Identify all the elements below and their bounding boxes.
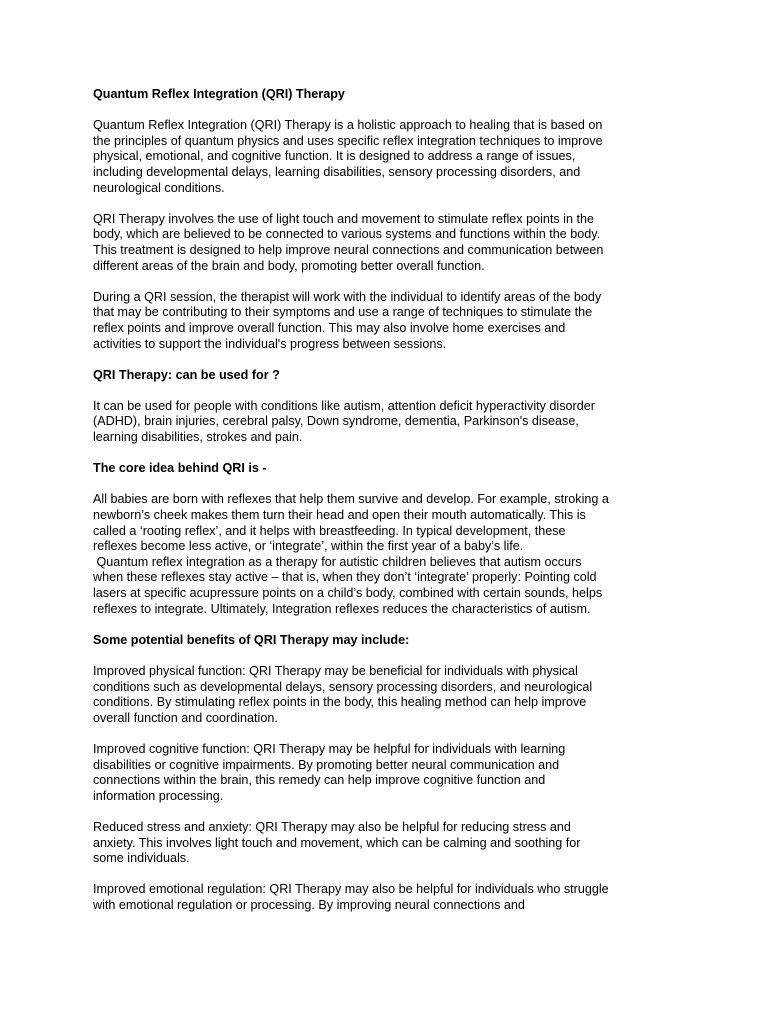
text-line: connections within the brain, this remedy can help improve cognitive function and bbox=[93, 773, 546, 788]
text-line: conditions such as developmental delays, sensory processing disorders, and neurological bbox=[93, 679, 593, 694]
text-line: Quantum reflex integration as a therapy for autistic children believes that autism occurs bbox=[93, 554, 582, 569]
technique-paragraph bbox=[93, 212, 713, 274]
spacer bbox=[93, 352, 713, 368]
text-line: reflexes become less active, or ‘integrate’, within the first year of a baby’s life. bbox=[93, 539, 524, 554]
text-line: reflexes to integrate. Ultimately, Integration reflexes reduces the characteristics of autism. bbox=[93, 601, 591, 616]
spacer bbox=[93, 103, 713, 119]
text-line: learning disabilities, strokes and pain. bbox=[93, 430, 303, 445]
spacer bbox=[93, 648, 713, 664]
benefit-stress-paragraph bbox=[93, 820, 713, 867]
text-line: Quantum Reflex Integration (QRI) Therapy is a holistic approach to healing that is based on bbox=[93, 118, 603, 133]
text-line: Improved physical function: QRI Therapy may be beneficial for individuals with physical bbox=[93, 663, 578, 678]
spacer bbox=[93, 383, 713, 399]
spacer bbox=[93, 867, 713, 883]
text-line: overall function and coordination. bbox=[93, 710, 278, 725]
text-line: including developmental delays, learning disabilities, sensory processing disorders, and bbox=[93, 164, 581, 179]
text-line: called a ‘rooting reflex’, and it helps with breastfeeding. In typical development, these bbox=[93, 523, 566, 538]
uses-paragraph bbox=[93, 399, 713, 446]
core-idea-paragraph bbox=[93, 492, 713, 617]
text-line: with emotional regulation or processing. By improving neural connections and bbox=[93, 897, 525, 912]
uses-heading: QRI Therapy: can be used for ? bbox=[93, 367, 280, 382]
spacer bbox=[93, 274, 713, 290]
text-line: activities to support the individual's progress between sessions. bbox=[93, 336, 447, 351]
core-idea-heading: The core idea behind QRI is - bbox=[93, 461, 267, 476]
text-line: All babies are born with reflexes that help them survive and develop. For example, stroking a bbox=[93, 492, 609, 507]
text-line: some individuals. bbox=[93, 851, 190, 866]
benefit-cognitive-paragraph bbox=[93, 742, 713, 804]
text-line: lasers at specific acupressure points on a child’s body, combined with certain sounds, helps bbox=[93, 586, 603, 600]
text-line: reflex points and improve overall function. This may also involve home exercises and bbox=[93, 320, 566, 335]
document-page bbox=[93, 87, 713, 913]
text-line: neurological conditions. bbox=[93, 180, 225, 195]
text-line: conditions. By stimulating reflex points in the body, this healing method can help improve bbox=[93, 695, 587, 710]
document-title: Quantum Reflex Integration (QRI) Therapy bbox=[93, 87, 345, 101]
text-line: It can be used for people with conditions like autism, attention deficit hyperactivity disorder bbox=[93, 398, 595, 413]
text-line: the principles of quantum physics and uses specific reflex integration techniques to improve bbox=[93, 133, 603, 148]
spacer bbox=[93, 726, 713, 742]
text-line: (ADHD), brain injuries, cerebral palsy, Down syndrome, dementia, Parkinson's disease, bbox=[93, 414, 579, 429]
text-line: QRI Therapy involves the use of light touch and movement to stimulate reflex points in the bbox=[93, 211, 594, 226]
spacer bbox=[93, 804, 713, 820]
benefits-heading: Some potential benefits of QRI Therapy may include: bbox=[93, 632, 410, 647]
text-line: body, which are believed to be connected to various systems and functions within the body. bbox=[93, 227, 601, 242]
text-line: newborn’s cheek makes them turn their head and open their mouth automatically. This is bbox=[93, 508, 586, 523]
text-line: different areas of the brain and body, promoting better overall function. bbox=[93, 258, 485, 273]
text-line: when these reflexes stay active – that is, when they don’t ‘integrate’ properly: Pointing cold bbox=[93, 570, 597, 585]
text-line: Improved cognitive function: QRI Therapy may be helpful for individuals with learning bbox=[93, 741, 566, 756]
benefit-emotional-paragraph bbox=[93, 882, 713, 913]
spacer bbox=[93, 617, 713, 633]
text-line: Reduced stress and anxiety: QRI Therapy may also be helpful for reducing stress and bbox=[93, 819, 571, 834]
intro-paragraph bbox=[93, 118, 713, 196]
benefit-physical-paragraph bbox=[93, 664, 713, 726]
session-paragraph bbox=[93, 290, 713, 352]
text-line: anxiety. This involves light touch and movement, which can be calming and soothing for bbox=[93, 835, 581, 850]
text-line: During a QRI session, the therapist will work with the individual to identify areas of the body bbox=[93, 289, 602, 304]
text-line: disabilities or cognitive impairments. By promoting better neural communication and bbox=[93, 757, 560, 772]
text-line: This treatment is designed to help improve neural connections and communication between bbox=[93, 242, 604, 257]
text-line: that may be contributing to their symptoms and use a range of techniques to stimulate the bbox=[93, 305, 593, 320]
text-line: physical, emotional, and cognitive function. It is designed to address a range of issues, bbox=[93, 149, 576, 164]
text-line: Improved emotional regulation: QRI Therapy may also be helpful for individuals who struggle bbox=[93, 882, 609, 897]
spacer bbox=[93, 196, 713, 212]
spacer bbox=[93, 477, 713, 493]
text-line: information processing. bbox=[93, 788, 224, 803]
spacer bbox=[93, 446, 713, 462]
